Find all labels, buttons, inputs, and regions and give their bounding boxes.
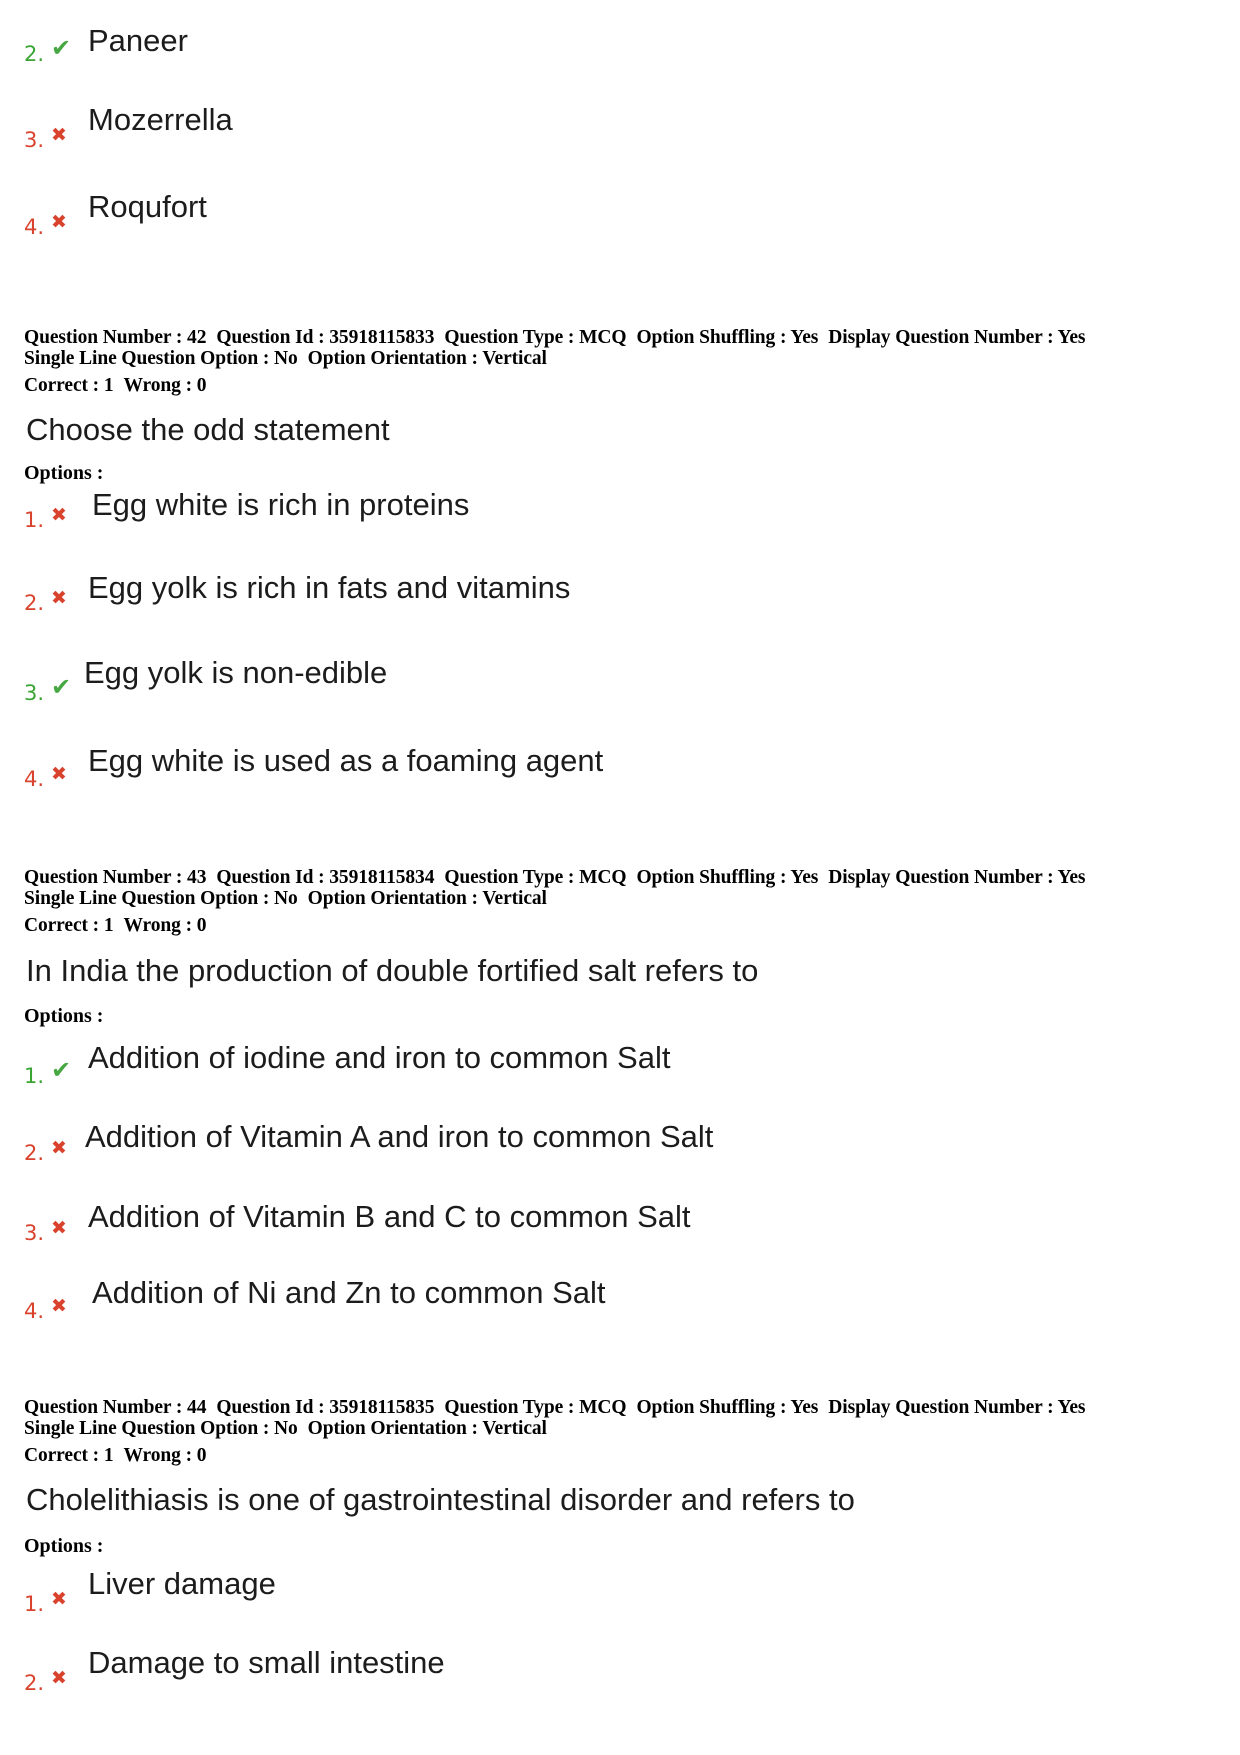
- option-number: 1.: [24, 508, 45, 532]
- marks-correct: Correct : 1: [24, 1445, 114, 1466]
- meta-field: Option Orientation : Vertical: [307, 348, 547, 369]
- option-row: [0, 743, 1240, 803]
- meta-field: Question Type : MCQ: [444, 1397, 627, 1418]
- option-text: Egg yolk is rich in fats and vitamins: [88, 570, 571, 605]
- meta-field: Option Orientation : Vertical: [307, 888, 547, 909]
- meta-field: Single Line Question Option : No: [24, 1418, 298, 1439]
- options-label: Options :: [24, 1535, 104, 1557]
- meta-field: Question Id : 35918115833: [216, 327, 435, 348]
- check-icon: ✔: [51, 673, 72, 701]
- option-row: [0, 655, 1240, 715]
- meta-field: Option Shuffling : Yes: [636, 1397, 819, 1418]
- option-number: 3.: [24, 681, 45, 705]
- option-number: 2.: [24, 42, 45, 66]
- option-number: 4.: [24, 1299, 45, 1323]
- question-meta: [24, 1397, 1095, 1439]
- options-label: Options :: [24, 1005, 104, 1027]
- option-number: 3.: [24, 128, 45, 152]
- cross-icon: ✖: [51, 1667, 67, 1689]
- option-text: Paneer: [88, 23, 188, 58]
- question-stem: Choose the odd statement: [26, 412, 390, 447]
- meta-field: Single Line Question Option : No: [24, 888, 298, 909]
- meta-field: Question Type : MCQ: [444, 327, 627, 348]
- option-row: [0, 187, 1240, 247]
- cross-icon: ✖: [51, 763, 67, 785]
- meta-field: Display Question Number : Yes: [828, 867, 1086, 888]
- meta-field: Question Number : 43: [24, 867, 207, 888]
- marks-correct: Correct : 1: [24, 915, 114, 936]
- marks-wrong: Wrong : 0: [123, 375, 207, 396]
- option-text: Egg white is used as a foaming agent: [88, 743, 604, 778]
- meta-field: Question Number : 44: [24, 1397, 207, 1418]
- meta-field: Question Number : 42: [24, 327, 207, 348]
- option-text: Mozerrella: [88, 102, 233, 137]
- meta-field: Option Orientation : Vertical: [307, 1418, 547, 1439]
- question-meta: [24, 327, 1095, 369]
- option-row: [0, 1199, 1240, 1259]
- question-stem: Cholelithiasis is one of gastrointestinal disorder and refers to: [26, 1482, 855, 1517]
- option-text: Addition of Ni and Zn to common Salt: [92, 1275, 606, 1310]
- option-row: [0, 1645, 1240, 1705]
- check-icon: ✔: [51, 1056, 72, 1084]
- cross-icon: ✖: [51, 587, 67, 609]
- option-text: Liver damage: [88, 1566, 276, 1601]
- option-number: 3.: [24, 1221, 45, 1245]
- meta-field: Question Id : 35918115834: [216, 867, 435, 888]
- meta-field: Option Shuffling : Yes: [636, 327, 819, 348]
- cross-icon: ✖: [51, 1588, 67, 1610]
- marks-wrong: Wrong : 0: [123, 915, 207, 936]
- option-number: 2.: [24, 591, 45, 615]
- option-row: [0, 487, 1240, 547]
- option-number: 2.: [24, 1141, 45, 1165]
- meta-field: Question Type : MCQ: [444, 867, 627, 888]
- question-meta: [24, 867, 1095, 909]
- option-text: Egg white is rich in proteins: [92, 487, 470, 522]
- option-row: [0, 570, 1240, 630]
- option-number: 4.: [24, 767, 45, 791]
- option-row: [0, 1040, 1240, 1100]
- option-text: Egg yolk is non-edible: [84, 655, 388, 690]
- meta-field: Option Shuffling : Yes: [636, 867, 819, 888]
- option-row: [0, 1566, 1240, 1626]
- cross-icon: ✖: [51, 124, 67, 146]
- cross-icon: ✖: [51, 211, 67, 233]
- meta-field: Single Line Question Option : No: [24, 348, 298, 369]
- meta-field: Question Id : 35918115835: [216, 1397, 435, 1418]
- marks-wrong: Wrong : 0: [123, 1445, 207, 1466]
- option-text: Addition of iodine and iron to common Salt: [88, 1040, 671, 1075]
- marks-line: [24, 1445, 216, 1466]
- marks-line: [24, 915, 216, 936]
- marks-line: [24, 375, 216, 396]
- option-row: [0, 1119, 1240, 1179]
- option-text: Addition of Vitamin A and iron to common Salt: [85, 1119, 714, 1154]
- cross-icon: ✖: [51, 504, 67, 526]
- option-row: [0, 1275, 1240, 1335]
- option-number: 1.: [24, 1592, 45, 1616]
- meta-field: Display Question Number : Yes: [828, 327, 1086, 348]
- option-text: Roqufort: [88, 189, 207, 224]
- meta-field: Display Question Number : Yes: [828, 1397, 1086, 1418]
- option-number: 2.: [24, 1671, 45, 1695]
- option-number: 1.: [24, 1064, 45, 1088]
- cross-icon: ✖: [51, 1137, 67, 1159]
- check-icon: ✔: [51, 34, 72, 62]
- option-row: [0, 100, 1240, 160]
- option-row: [0, 22, 1240, 82]
- question-stem: In India the production of double fortified salt refers to: [26, 953, 759, 988]
- option-text: Addition of Vitamin B and C to common Salt: [88, 1199, 691, 1234]
- option-number: 4.: [24, 215, 45, 239]
- cross-icon: ✖: [51, 1217, 67, 1239]
- option-text: Damage to small intestine: [88, 1645, 445, 1680]
- options-label: Options :: [24, 462, 104, 484]
- cross-icon: ✖: [51, 1295, 67, 1317]
- marks-correct: Correct : 1: [24, 375, 114, 396]
